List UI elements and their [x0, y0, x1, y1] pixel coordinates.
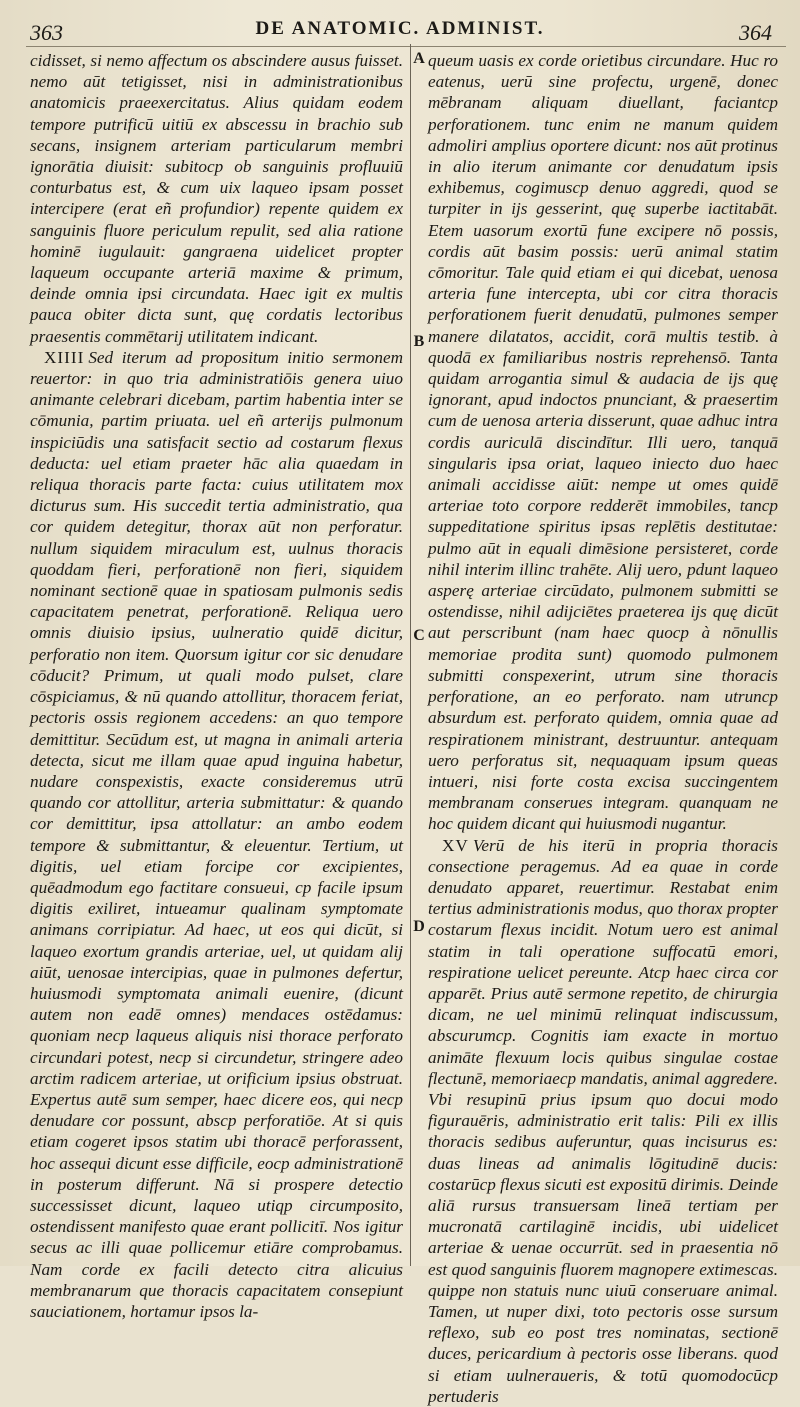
margin-marker-c: C [413, 627, 425, 644]
right-paragraph-1: queum uasis ex corde orietibus circundare. Huc ro eatenus, uerū sine profectu, urgenē, donec mēbranam aliquam diuellant, faciantcp perforationem. tunc enim ne manum quidem admoliri amplius oportere dicunt: nos aūt protinus in alio iterum animante cor denudatum ipsis exhibemus, cogimuscp denuo aggredi, quod se turpiter in ijs gesserint, quę superbe iactitabāt. Etem uasorum exortū fune excipere nō possis, cordis aūt basim possis: uerū animal statim cōmoritur. Tale quid etiam ei qui dicebat, uenosa arteria fune intercepta, ubi cor citra thoracis perforationem fuerit denudatū, pulmones semper manere dilatatos, accidit, corā multis testib. à quodā ex familiaribus nostris reprehensō. Tanta quidam arrogantia simul & audacia de ijs quę ignorant, apud indoctos pnunciant, & praesertim cum de uenosa arteria disserunt, quae adhuc intra cordis auriculā discindītur. Illi uero, tanquā singularis ipsa oriat, laqueo iniecto duo haec animali accidisse aiūt: nempe ut omes quidē arteriae toto corpore redderēt immobiles, tancp suppeditatione spiritus ipsas replētis destitutae: pulmo aūt in equali dimēsione persisteret, corde nihil interim illinc trahēte. Alij uero, pdunt laqueo asperę arteriae circūdato, pulmonem submitti se ostendisse, nihil adijciētes praeterea ijs quę dicūt aut perscribunt (nam haec quocp à nōnullis memoriae prodita sunt) quomodo pulmonem submitti conspexerint, utrum sine thoracis perforatione, an eo perforato. nam utruncp absurdum est. perforato quidem, omnia quae ad respirationem ministrant, destruuntur. antequam uero perforatus sit, nequaquam ipsum queas intueri, nisi forte costa excisa succingentem membranam conserues integram. quanquam ne hoc quidem dicant qui huiusmodi nugantur. [428, 51, 778, 834]
section-number-xiiii: XIIII [44, 347, 85, 367]
page-header [0, 16, 800, 50]
header-rule [26, 46, 786, 47]
left-column [30, 50, 403, 1321]
margin-marker-a: A [413, 50, 425, 67]
running-title: DE ANATOMIC. ADMINIST. [255, 18, 545, 39]
right-paragraph-2-text: Verū de his iterū in propria thoracis consectione peragemus. Ad ea quae in corde denudato apparet, reuertimur. Restabat enim tertius administrationis modus, quo thorax propter costarum flexus incidit. Notum uero est animal statim in tali operatione suffocatū emori, respiratione uelicet pereunte. Atcp haec circa cor apparēt. Prius autē sermone repetito, de chirurgia dicam, ne uel minimū relinquat indiscussum, abscurumcp. Cognitis iam exacte in mortuo animāte flexuum locis quibus singulae costae flectunē, memoriaecp mandatis, animal aggredere. Vbi resupinū prius ipsum quo docui modo figurauēris, administratio erit talis: Pili ex illis thoracis sedibus auferuntur, quas incisurus es: duas lineas ad animalis lōgitudinē ducis: costarūcp flexus sicuti est expositū dirimis. Deinde aliā rursus transuersam lineā tertiam per mucronatā cartilaginē incidis, ubi uidelicet arteriae & uenae occurrūt. sed in praesentia nō est quod sanguinis fluorem magnopere extimescas. quippe non statuis nunc uiuū conseruare animal. Tamen, ut nuper dixi, toto pectoris osse sursum reflexo, sub eo post tres nominatas, sectionē duces, pericardium à pectoris osse liberans. quod si etiam uulneraueris, & totū quomodocūcp pertuderis [428, 835, 778, 1406]
section-number-xv: XV [442, 835, 469, 855]
left-paragraph-2 [30, 347, 403, 1322]
right-paragraph-2 [428, 835, 778, 1407]
left-paragraph-1: cidisset, si nemo affectum os abscindere ausus fuisset. nemo aūt tetigisset, nisi in administrationibus anatomicis praeexercitatus. Alius quidam eodem tempore putrificū uitiū ex abscessu in brachio sub secans, insignem arteriam particularum membri ignorātia diuisit: subitocp ob sanguinis profluuiū conturbatus est, & cum uix laqueo ipsam posset intercipere (erat eñ profundior) repente quidem ex sanguinis fluore periculum repulit, sed alia ratione hominē iugulauit: gangraena uidelicet propter laqueum occupante arteriā maxime & primum, deinde omnia ipsi circundata. Haec igit ex multis pauca obiter dicta sunt, quę cordatis lectoribus praesentis commētarij utilitatem indicant. [30, 51, 403, 346]
right-page-number: 364 [739, 20, 772, 45]
margin-marker-b: B [413, 333, 425, 350]
column-divider [410, 44, 411, 1266]
margin-marker-d: D [413, 918, 425, 935]
left-page-number: 363 [30, 20, 63, 45]
right-column [428, 50, 778, 1406]
left-paragraph-2-text: Sed iterum ad propositum initio sermonem reuertor: in quo tria administratiōis genera uiuo animante celebrari dicebam, partim habentia inter se cōmunia, partim priuata. uel eñ arterijs pulmonum inspiciūdis una satisfacit sectio ad costarum flexus deducta: uel etiam praeter hāc alia quaedam in reliqua thoracis parte facta: cuius utilitatem mox dicturus sum. His succedit tertia administratio, qua cor quidem detegitur, thorax aūt non perforatur. nullum siquidem miraculum est, uulnus thoracis quoddam fieri, perforationē non fieri, siquidem nominant sectionē quae in spatiosam pulmonis sedis capacitatem penetrat, perforationē. Reliqua uero omnis diuisio ipsius, uulneratio quidē dicitur, perforatio non item. Quorsum igitur cor sic denudare cōducit? Primum, ut quali modo pulset, clare cōspiciamus, & nū quando attollitur, thoracem feriat, pectoris ossis regionem accedens: an quo tempore demittitur. Secūdum est, ut magna in animali arteria detecta, sicut me illam quae apud inguina habetur, nudare conspexistis, exacte consideremus utrū quando cor attollitur, arteria submittatur: & quando cor demittitur, ipsa attollatur: an ambo eodem tempore & submittantur, & eleuentur. Tertium, ut digitis, uel etiam forcipe cor excipientes, quēadmodum ego factitare consueui, cp facile ipsum digitis exiliret, intueamur qualinam symptomate animans corripiatur. Ad haec, ut eos qui dicūt, si laqueo exortum grandis arteriae, uel, ut quidam alij aiūt, uenosae intercipias, quae in pulmones defertur, huiusmodi symptomata animali euenire, (dicunt autem non eadē omnes) mendaces ostēdamus: quoniam necp laqueus aliquis nisi thorace perforato circundari potest, necp si circundetur, stringere adeo arctim radicem arteriae, ut orificium ipsius obstruat. Expertus autē sum semper, haec dicere eos, qui necp denudare cor possunt, abscp perforatiōe. At si quis etiam cogeret ipsos statim ubi thoracē perforassent, hoc assequi dicunt esse difficile, eocp administrationē in posterum differunt. Nā si prospere detectio successisset dicunt, laqueo utiqp circumposito, ostendissent manifesto quae erant pollicitī. Nos igitur secus ac illi quae pollicemur etiāre comprobamus. Nam corde ex facili detecto citra alicuius membranarum que thoracis capacitatem consepiunt sauciationem, hortamur ipsos la- [30, 347, 403, 1321]
